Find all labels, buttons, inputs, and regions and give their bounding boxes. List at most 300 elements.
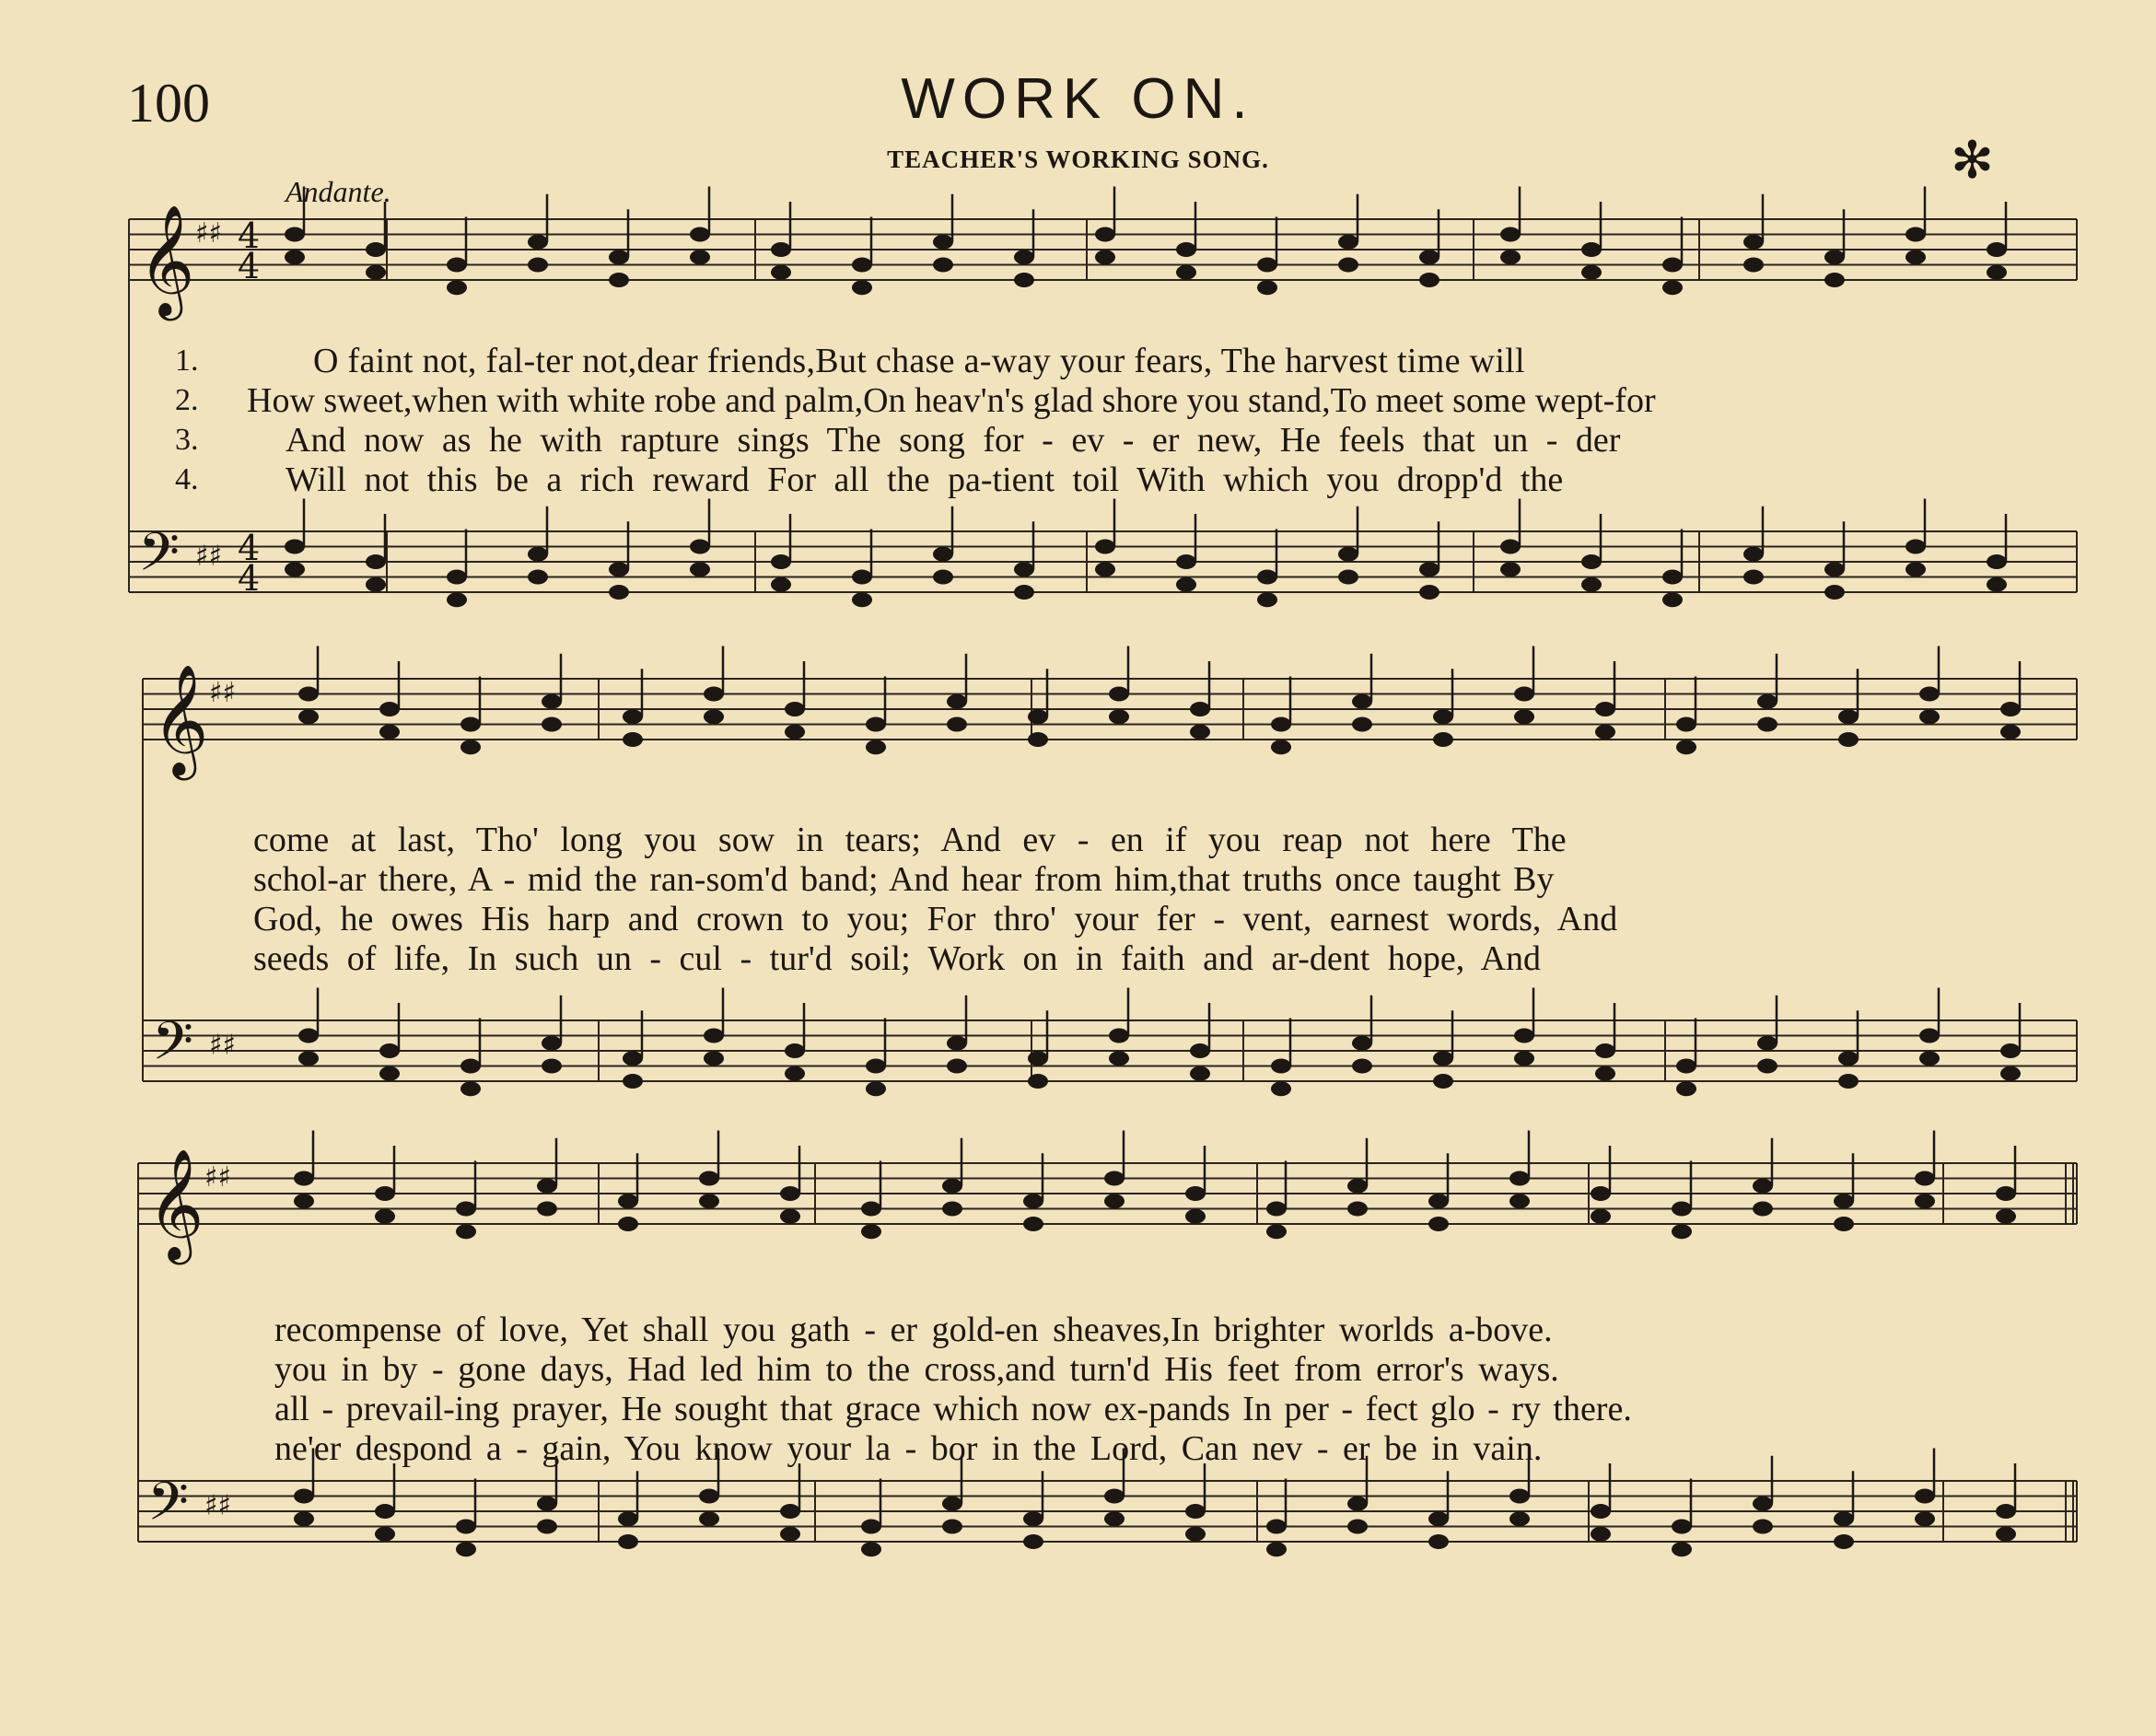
note-head: [1838, 1074, 1859, 1089]
note-head: [1109, 709, 1129, 724]
verse-number-4: 4.: [175, 462, 199, 496]
note-head: [1352, 1059, 1372, 1074]
bass-clef: 𝄢: [147, 1470, 190, 1546]
note-head: [1028, 1051, 1048, 1066]
note-head: [1419, 562, 1439, 577]
note-head: [1753, 1179, 1773, 1194]
note-head: [1662, 258, 1683, 273]
note-head: [699, 1194, 719, 1208]
note-head: [542, 1036, 562, 1051]
note-head: [1824, 562, 1845, 577]
note-head: [1109, 1029, 1129, 1043]
note-head: [1266, 1520, 1287, 1534]
note-head: [1095, 562, 1115, 577]
note-head: [1591, 1209, 1611, 1224]
note-head: [1672, 1224, 1692, 1239]
note-head: [866, 717, 886, 732]
note-head: [1581, 265, 1602, 280]
note-head: [623, 732, 643, 747]
note-head: [933, 570, 953, 585]
note-head: [1838, 709, 1859, 724]
note-head: [1266, 1202, 1287, 1217]
note-head: [690, 540, 710, 554]
note-head: [1347, 1497, 1368, 1511]
note-head: [1996, 1504, 2016, 1519]
note-head: [285, 540, 305, 554]
note-head: [456, 1542, 476, 1556]
note-head: [1591, 1527, 1611, 1542]
note-head: [942, 1202, 962, 1217]
note-head: [1919, 709, 1940, 724]
note-head: [699, 1489, 719, 1504]
note-head: [1109, 1051, 1129, 1066]
note-head: [852, 570, 872, 585]
note-head: [1428, 1534, 1449, 1549]
note-head: [1014, 250, 1034, 264]
note-head: [1824, 273, 1845, 287]
note-head: [1104, 1171, 1125, 1186]
note-head: [690, 562, 710, 577]
note-head: [1509, 1489, 1530, 1504]
note-head: [1185, 1504, 1206, 1519]
note-head: [294, 1489, 314, 1504]
note-head: [1352, 717, 1372, 732]
note-head: [1338, 258, 1358, 273]
time-signature: 4: [238, 528, 261, 568]
note-head: [1347, 1202, 1368, 1217]
treble-clef: 𝄞: [138, 204, 195, 316]
note-head: [298, 687, 319, 702]
note-head: [852, 280, 872, 295]
note-head: [1905, 227, 1926, 242]
note-head: [1662, 280, 1683, 295]
note-head: [542, 1059, 562, 1074]
note-head: [1271, 1081, 1291, 1096]
note-head: [285, 562, 305, 577]
note-head: [947, 694, 967, 709]
note-head: [618, 1217, 638, 1231]
note-head: [1743, 258, 1764, 273]
note-head: [771, 265, 791, 280]
note-head: [861, 1224, 881, 1239]
note-head: [785, 1066, 805, 1081]
note-head: [609, 562, 629, 577]
note-head: [1915, 1194, 1935, 1208]
note-head: [1662, 592, 1683, 607]
note-head: [298, 1051, 319, 1066]
note-head: [1095, 540, 1115, 554]
note-head: [1757, 694, 1777, 709]
note-head: [1095, 227, 1115, 242]
note-head: [1338, 547, 1358, 562]
note-head: [1915, 1171, 1935, 1186]
note-head: [852, 592, 872, 607]
note-head: [375, 1186, 395, 1201]
note-head: [375, 1527, 395, 1542]
note-head: [690, 227, 710, 242]
note-head: [1987, 554, 2007, 569]
note-head: [1338, 235, 1358, 250]
note-head: [1104, 1194, 1125, 1208]
time-signature: 4: [238, 246, 261, 286]
note-head: [1428, 1217, 1449, 1231]
note-head: [2000, 1043, 2021, 1058]
note-head: [456, 1224, 476, 1239]
note-head: [1919, 687, 1940, 702]
verse-number-2: 2.: [175, 383, 199, 417]
note-head: [1509, 1194, 1530, 1208]
note-head: [1190, 1066, 1210, 1081]
lyric-line: schol-ar there, A - mid the ran-som'd band; And hear from him,that truths once taught By: [253, 860, 1555, 899]
note-head: [366, 577, 386, 592]
note-head: [1753, 1520, 1773, 1534]
note-head: [460, 740, 481, 754]
note-head: [861, 1202, 881, 1217]
note-head: [1190, 702, 1210, 717]
note-head: [1023, 1534, 1043, 1549]
note-head: [1581, 554, 1602, 569]
note-head: [933, 258, 953, 273]
note-head: [528, 547, 548, 562]
note-head: [1023, 1194, 1043, 1208]
song-subtitle: TEACHER'S WORKING SONG.: [887, 146, 1269, 173]
lyric-line: ne'er despond a - gain, You know your la - bor in the Lord, Can nev - er be in vain.: [274, 1429, 1543, 1468]
note-head: [379, 702, 400, 717]
note-head: [1824, 250, 1845, 264]
note-head: [447, 592, 467, 607]
note-head: [623, 1051, 643, 1066]
note-head: [780, 1186, 800, 1201]
note-head: [1095, 250, 1115, 264]
note-head: [1996, 1209, 2016, 1224]
key-signature: ♯♯: [195, 540, 223, 573]
note-head: [1352, 694, 1372, 709]
note-head: [1266, 1224, 1287, 1239]
note-head: [456, 1520, 476, 1534]
note-head: [1428, 1194, 1449, 1208]
note-head: [379, 1043, 400, 1058]
note-head: [537, 1497, 557, 1511]
note-head: [1190, 725, 1210, 740]
note-head: [1190, 1043, 1210, 1058]
note-head: [379, 725, 400, 740]
note-head: [537, 1179, 557, 1194]
note-head: [1672, 1520, 1692, 1534]
note-head: [933, 235, 953, 250]
note-head: [699, 1171, 719, 1186]
note-head: [1834, 1534, 1854, 1549]
note-head: [1500, 250, 1521, 264]
note-head: [1905, 562, 1926, 577]
note-head: [1266, 1542, 1287, 1556]
note-head: [1176, 242, 1196, 257]
note-head: [1834, 1217, 1854, 1231]
note-head: [1672, 1202, 1692, 1217]
note-head: [1581, 577, 1602, 592]
note-head: [1743, 235, 1764, 250]
note-head: [1838, 1051, 1859, 1066]
lyric-line: Will not this be a rich reward For all the pa-tient toil With which you dropp'd the: [286, 460, 1564, 499]
note-head: [771, 577, 791, 592]
note-head: [1757, 717, 1777, 732]
note-head: [447, 570, 467, 585]
key-signature: ♯♯: [195, 216, 223, 250]
note-head: [1014, 585, 1034, 600]
note-head: [375, 1209, 395, 1224]
note-head: [780, 1504, 800, 1519]
note-head: [690, 250, 710, 264]
note-head: [1352, 1036, 1372, 1051]
note-head: [1757, 1059, 1777, 1074]
note-head: [1676, 1059, 1696, 1074]
bass-clef: 𝄢: [138, 520, 181, 597]
note-head: [447, 258, 467, 273]
note-head: [623, 1074, 643, 1089]
note-head: [1905, 250, 1926, 264]
note-head: [1347, 1520, 1368, 1534]
note-head: [618, 1534, 638, 1549]
lyric-line: How sweet,when with white robe and palm,On heav'n's glad shore you stand,To meet some wept-for: [247, 381, 1656, 420]
note-head: [852, 258, 872, 273]
time-signature: 4: [238, 216, 261, 256]
note-head: [379, 1066, 400, 1081]
note-head: [1757, 1036, 1777, 1051]
note-head: [1509, 1511, 1530, 1526]
note-head: [1987, 242, 2007, 257]
note-head: [1257, 280, 1277, 295]
note-head: [1514, 709, 1534, 724]
note-head: [1428, 1511, 1449, 1526]
note-head: [1919, 1051, 1940, 1066]
note-head: [1500, 227, 1521, 242]
lyric-line: all - prevail-ing prayer, He sought that grace which now ex-pands In per - fect glo - ry there.: [274, 1390, 1632, 1428]
lyric-line: recompense of love, Yet shall you gath - er gold-en sheaves,In brighter worlds a-bove.: [274, 1311, 1553, 1349]
note-head: [1834, 1511, 1854, 1526]
note-head: [1109, 687, 1129, 702]
note-head: [1185, 1209, 1206, 1224]
note-head: [704, 1029, 724, 1043]
note-head: [1028, 732, 1048, 747]
clef-glyphs: [138, 204, 260, 1546]
key-signature: ♯♯: [204, 1160, 232, 1194]
note-head: [456, 1202, 476, 1217]
note-head: [933, 547, 953, 562]
note-head: [1915, 1511, 1935, 1526]
note-head: [1987, 265, 2007, 280]
note-head: [1753, 1202, 1773, 1217]
note-head: [1996, 1186, 2016, 1201]
note-head: [1595, 1066, 1615, 1081]
note-head: [771, 242, 791, 257]
note-head: [285, 250, 305, 264]
asterism-mark: ✻: [1951, 133, 1994, 190]
note-head: [1176, 265, 1196, 280]
note-head: [1433, 1074, 1453, 1089]
note-head: [460, 1081, 481, 1096]
note-head: [1581, 242, 1602, 257]
note-head: [1028, 1074, 1048, 1089]
note-head: [1433, 709, 1453, 724]
note-head: [1500, 540, 1521, 554]
note-head: [623, 709, 643, 724]
lyric-line: you in by - gone days, Had led him to the cross,and turn'd His feet from error's ways.: [274, 1350, 1559, 1389]
note-head: [699, 1511, 719, 1526]
note-head: [1591, 1504, 1611, 1519]
note-head: [375, 1504, 395, 1519]
note-head: [1834, 1194, 1854, 1208]
note-head: [1185, 1186, 1206, 1201]
note-head: [366, 242, 386, 257]
lyric-line: come at last, Tho' long you sow in tears; And ev - en if you reap not here The: [253, 821, 1567, 859]
note-head: [1271, 740, 1291, 754]
note-head: [2000, 1066, 2021, 1081]
note-head: [1023, 1511, 1043, 1526]
note-head: [1676, 1081, 1696, 1096]
note-head: [1257, 592, 1277, 607]
note-head: [704, 687, 724, 702]
note-head: [298, 709, 319, 724]
note-head: [1753, 1497, 1773, 1511]
note-head: [1028, 709, 1048, 724]
note-head: [366, 554, 386, 569]
time-signature: 4: [238, 558, 261, 599]
note-head: [1591, 1186, 1611, 1201]
note-head: [1433, 1051, 1453, 1066]
note-head: [861, 1542, 881, 1556]
bass-clef: 𝄢: [152, 1009, 194, 1086]
note-head: [1419, 273, 1439, 287]
note-head: [1419, 585, 1439, 600]
note-head: [1433, 732, 1453, 747]
key-signature: ♯♯: [209, 676, 237, 709]
note-head: [460, 717, 481, 732]
note-head: [542, 717, 562, 732]
note-head: [785, 702, 805, 717]
note-head: [947, 1036, 967, 1051]
note-head: [618, 1194, 638, 1208]
note-head: [1595, 702, 1615, 717]
note-head: [947, 717, 967, 732]
note-head: [1014, 562, 1034, 577]
note-head: [866, 740, 886, 754]
note-head: [1257, 258, 1277, 273]
note-head: [785, 725, 805, 740]
note-head: [298, 1029, 319, 1043]
note-head: [866, 1059, 886, 1074]
note-head: [1672, 1542, 1692, 1556]
note-head: [460, 1059, 481, 1074]
note-head: [1347, 1179, 1368, 1194]
note-head: [609, 273, 629, 287]
note-head: [1514, 687, 1534, 702]
lyric-line: God, he owes His harp and crown to you; For thro' your fer - vent, earnest words, And: [253, 900, 1618, 938]
note-head: [1419, 250, 1439, 264]
note-head: [1271, 717, 1291, 732]
note-head: [861, 1520, 881, 1534]
lyric-line: O faint not, fal-ter not,dear friends,But chase a-way your fears, The harvest time will: [313, 342, 1525, 380]
note-head: [942, 1520, 962, 1534]
note-head: [542, 694, 562, 709]
note-head: [2000, 702, 2021, 717]
key-signature: ♯♯: [209, 1029, 237, 1062]
note-head: [1987, 577, 2007, 592]
verse-number-3: 3.: [175, 423, 199, 457]
note-head: [1514, 1051, 1534, 1066]
note-head: [528, 570, 548, 585]
note-head: [1743, 547, 1764, 562]
note-head: [1595, 1043, 1615, 1058]
note-head: [294, 1171, 314, 1186]
note-head: [1500, 562, 1521, 577]
note-head: [285, 227, 305, 242]
note-head: [1509, 1171, 1530, 1186]
page-number: 100: [127, 73, 210, 134]
note-head: [1996, 1527, 2016, 1542]
note-head: [1676, 740, 1696, 754]
note-head: [618, 1511, 638, 1526]
note-head: [2000, 725, 2021, 740]
note-head: [294, 1511, 314, 1526]
note-head: [942, 1497, 962, 1511]
lyric-line: seeds of life, In such un - cul - tur'd soil; Work on in faith and ar-dent hope, And: [253, 939, 1542, 978]
lyric-line: And now as he with rapture sings The song for - ev - er new, He feels that un - der: [286, 421, 1621, 460]
note-head: [1176, 577, 1196, 592]
tempo-marking: Andante.: [286, 175, 391, 208]
note-head: [704, 709, 724, 724]
note-head: [1014, 273, 1034, 287]
note-head: [771, 554, 791, 569]
song-title: WORK ON.: [901, 67, 1255, 131]
note-head: [366, 265, 386, 280]
note-head: [1662, 570, 1683, 585]
note-head: [294, 1194, 314, 1208]
note-head: [947, 1059, 967, 1074]
note-head: [1915, 1489, 1935, 1504]
verse-number-1: 1.: [175, 344, 199, 378]
note-head: [780, 1209, 800, 1224]
note-head: [1257, 570, 1277, 585]
note-head: [1338, 570, 1358, 585]
note-head: [785, 1043, 805, 1058]
note-head: [537, 1520, 557, 1534]
note-head: [1919, 1029, 1940, 1043]
note-head: [537, 1202, 557, 1217]
note-head: [1838, 732, 1859, 747]
note-head: [609, 585, 629, 600]
note-head: [528, 258, 548, 273]
note-head: [1176, 554, 1196, 569]
note-head: [1743, 570, 1764, 585]
treble-clef: 𝄞: [147, 1148, 204, 1260]
note-head: [1185, 1527, 1206, 1542]
note-head: [942, 1179, 962, 1194]
note-head: [1905, 540, 1926, 554]
note-head: [1104, 1511, 1125, 1526]
note-head: [1676, 717, 1696, 732]
note-head: [1023, 1217, 1043, 1231]
note-head: [447, 280, 467, 295]
note-head: [704, 1051, 724, 1066]
note-head: [609, 250, 629, 264]
note-head: [1514, 1029, 1534, 1043]
treble-clef: 𝄞: [152, 663, 209, 775]
note-head: [528, 235, 548, 250]
note-head: [1104, 1489, 1125, 1504]
note-head: [866, 1081, 886, 1096]
note-head: [1271, 1059, 1291, 1074]
key-signature: ♯♯: [204, 1489, 232, 1522]
note-head: [780, 1527, 800, 1542]
